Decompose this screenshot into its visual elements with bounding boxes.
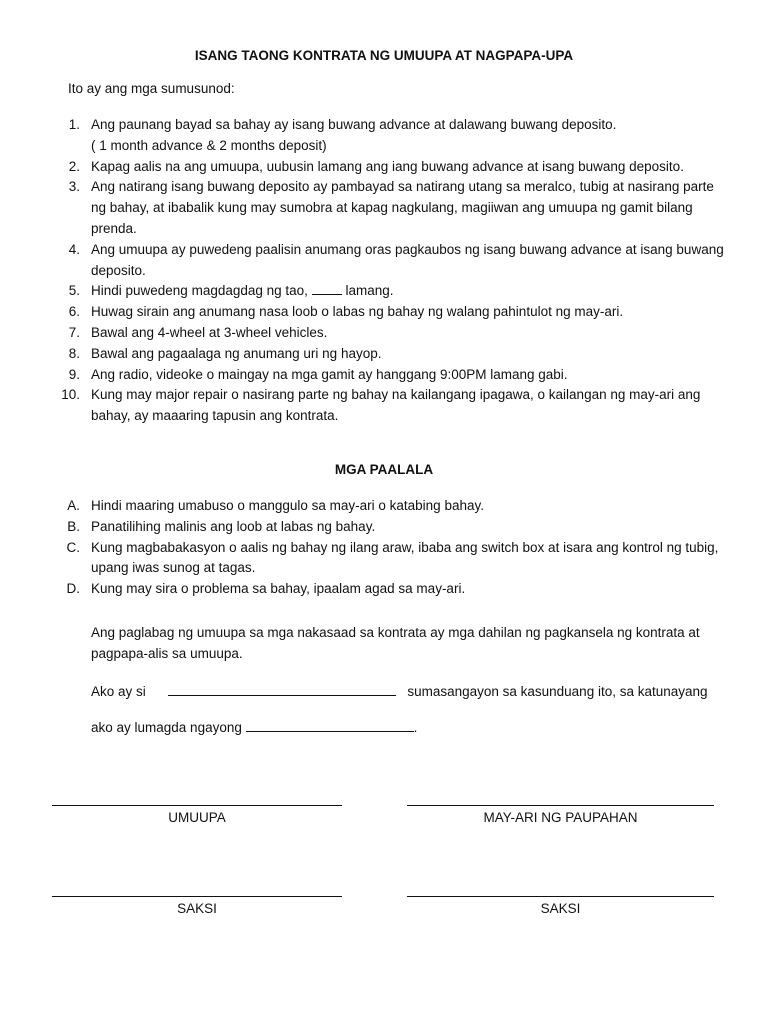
terms-list <box>0 115 731 427</box>
term-item <box>0 281 731 302</box>
reminder-letter: B. <box>67 518 80 534</box>
term-item <box>0 365 731 386</box>
term-number: 7. <box>68 324 80 340</box>
owner-signature-line[interactable] <box>407 805 714 806</box>
reminder-item <box>0 496 731 517</box>
reminder-text: Hindi maaring umabuso o manggulo sa may-ari o katabing bahay. <box>91 498 484 513</box>
reminder-letter: D. <box>66 581 80 597</box>
reminder-item <box>0 579 731 600</box>
term-number: 10. <box>61 387 80 403</box>
term-item <box>0 177 731 239</box>
agreement-line <box>91 684 708 699</box>
term-text: Kung may major repair o nasirang parte ng bahay na kailangang ipagawa, o kailangan ng may-ari ang bahay, ay maaaring tapusin ang kontrata. <box>91 387 701 424</box>
term-text: Ang radio, videoke o maingay na mga gamit ay hanggang 9:00PM lamang gabi. <box>91 366 568 382</box>
term-item <box>0 240 731 282</box>
term-number: 3. <box>68 179 80 195</box>
reminders-list <box>0 496 731 600</box>
term-text: Ang umuupa ay puwedeng paalisin anumang oras pagkaubos ng isang buwang advance at isang buwang deposito. <box>91 241 724 278</box>
term-item <box>0 302 731 323</box>
owner-signature-label: MAY-ARI NG PAUPAHAN <box>483 810 638 825</box>
term-number: 9. <box>68 366 80 382</box>
agreement-prefix: Ako ay si <box>91 684 146 699</box>
headcount-blank[interactable] <box>312 294 342 295</box>
term-number: 6. <box>68 304 80 320</box>
term-text: Kapag aalis na ang umuupa, uubusin lamang ang iang buwang advance at isang buwang deposito. <box>91 158 684 174</box>
term-text: Huwag sirain ang anumang nasa loob o labas ng bahay ng walang pahintulot ng may-ari. <box>91 304 624 320</box>
intro-text: Ito ay ang mga sumusunod: <box>68 81 235 96</box>
term-item <box>0 344 731 365</box>
reminder-text: Panatilihing malinis ang loob at labas ng bahay. <box>91 518 376 534</box>
date-line <box>91 720 417 735</box>
reminders-heading: MGA PAALALA <box>334 462 434 477</box>
date-blank[interactable] <box>246 731 414 732</box>
term-item <box>0 115 731 157</box>
term-text-after: lamang. <box>345 283 394 299</box>
reminder-letter: A. <box>67 498 80 513</box>
reminder-letter: C. <box>66 539 80 555</box>
tenant-signature-line[interactable] <box>52 805 342 806</box>
term-number: 5. <box>68 283 80 299</box>
term-item <box>0 157 731 178</box>
term-text: Ang natirang isang buwang deposito ay pambayad sa natirang utang sa meralco, tubig at nasirang parte ng bahay, at ibabalik kung may sumobra at kapag nagkulang, magiiwan ang umuupa ng gamit bilang prenda. <box>91 179 714 236</box>
witness-left-signature-line[interactable] <box>52 896 342 897</box>
reminder-text: Kung magbabakasyon o aalis ng bahay ng ilang araw, ibaba ang switch box at isara ang kontrol ng tubig, upang iwas sunog at tagas. <box>91 539 719 576</box>
closing-paragraph: Ang paglabag ng umuupa sa mga nakasaad sa kontrata ay mga dahilan ng pagkansela ng kontrata at pagpapa-alis sa umuupa. <box>91 625 700 661</box>
reminder-item <box>0 517 731 538</box>
date-prefix: ako ay lumagda ngayong <box>91 720 242 735</box>
term-text: Bawal ang 4-wheel at 3-wheel vehicles. <box>91 324 328 340</box>
term-text: Bawal ang pagaalaga ng anumang uri ng hayop. <box>91 345 382 361</box>
term-item <box>0 385 731 427</box>
term-number: 8. <box>68 345 80 361</box>
term-number: 1. <box>68 117 80 132</box>
term-text-before: Hindi puwedeng magdagdag ng tao, <box>91 283 308 299</box>
term-item <box>0 323 731 344</box>
term-subtext: ( 1 month advance & 2 months deposit) <box>91 137 327 153</box>
witness-right-signature-label: SAKSI <box>540 901 581 916</box>
reminder-text: Kung may sira o problema sa bahay, ipaalam agad sa may-ari. <box>91 581 466 597</box>
tenant-signature-label: UMUUPA <box>168 810 226 825</box>
tenant-name-blank[interactable] <box>168 695 396 696</box>
witness-right-signature-line[interactable] <box>407 896 714 897</box>
term-number: 4. <box>68 241 80 257</box>
witness-left-signature-label: SAKSI <box>177 901 217 916</box>
term-text: Ang paunang bayad sa bahay ay isang buwang advance at dalawang buwang deposito. <box>91 117 617 132</box>
term-text <box>91 281 731 302</box>
agreement-suffix: sumasangayon sa kasunduang ito, sa katunayang <box>407 684 708 699</box>
reminder-item <box>0 538 731 580</box>
term-number: 2. <box>68 158 80 174</box>
date-suffix: . <box>413 720 418 735</box>
document-title: ISANG TAONG KONTRATA NG UMUUPA AT NAGPAPA-UPA <box>194 48 574 63</box>
